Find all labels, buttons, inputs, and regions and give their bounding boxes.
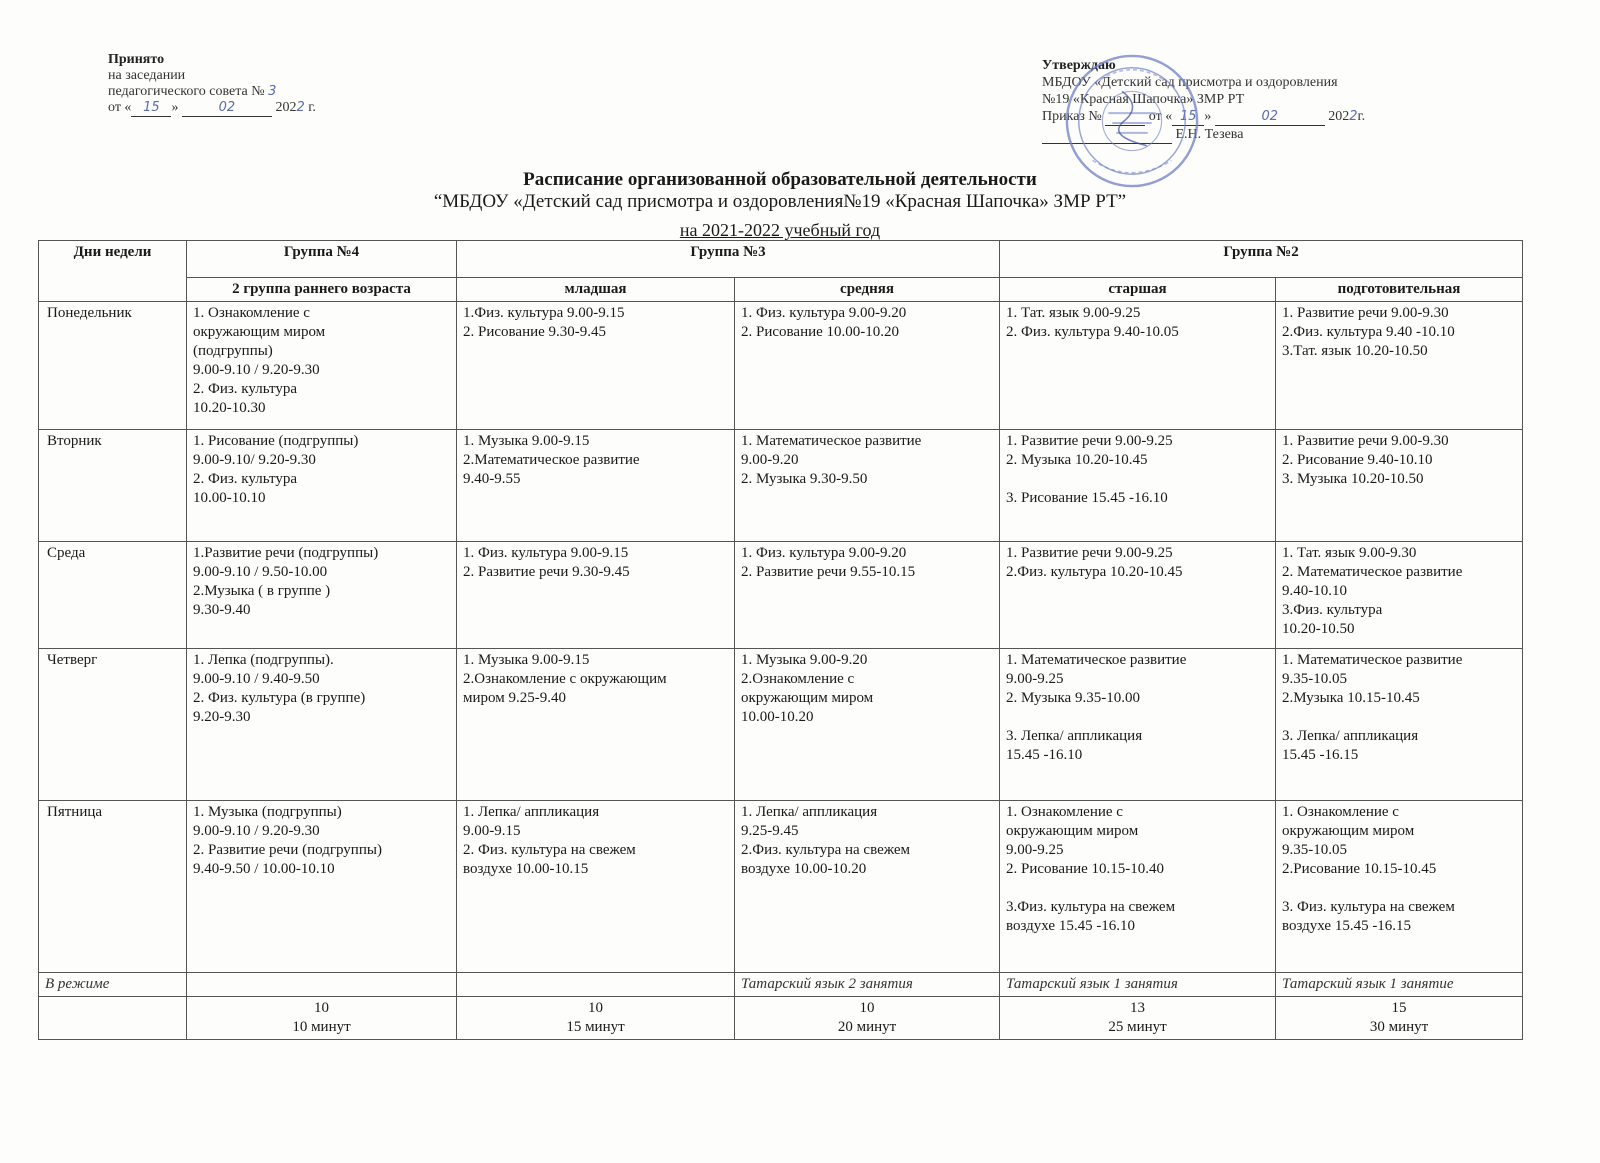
total-count: 13 (1130, 1000, 1146, 1016)
schedule-cell: 1.Развитие речи (подгруппы) 9.00-9.10 / 9.50-10.00 2.Музыка ( в группе ) 9.30-9.40 (187, 542, 457, 649)
table-row-regime (39, 973, 1523, 997)
total-duration: 30 минут (1369, 1019, 1429, 1035)
schedule-cell: 1. Развитие речи 9.00-9.30 2.Физ. культура 9.40 -10.10 3.Тат. язык 10.20-10.50 (1276, 302, 1523, 430)
head-date-prefix: от « (1148, 109, 1173, 124)
group-4-header: Группа №4 (187, 241, 457, 278)
table-row-monday (39, 302, 1523, 430)
schedule-cell: 1. Музыка 9.00-9.20 2.Ознакомление с окружающим миром 10.00-10.20 (735, 649, 1000, 801)
table-row-totals (39, 997, 1523, 1040)
head-year-suffix: г. (1357, 109, 1366, 124)
schedule-table (38, 240, 1523, 1040)
head-name: Е.Н. Тезева (1175, 127, 1244, 142)
council-approval-line1: на заседании (108, 68, 186, 83)
schedule-year-text: на 2021-2022 учебный год (679, 220, 881, 240)
council-date-day: 15 (131, 100, 171, 117)
schedule-cell: 1. Развитие речи 9.00-9.25 2. Музыка 10.20-10.45 3. Рисование 15.45 -16.10 (1000, 430, 1276, 542)
schedule-cell: 1. Физ. культура 9.00-9.15 2. Развитие речи 9.30-9.45 (457, 542, 735, 649)
regime-cell (187, 973, 457, 997)
schedule-cell: 1. Развитие речи 9.00-9.30 2. Рисование 9.40-10.10 3. Музыка 10.20-10.50 (1276, 430, 1523, 542)
council-label: педагогического совета № (108, 84, 265, 99)
group-header-row (39, 241, 1523, 278)
schedule-cell: 1. Лепка (подгруппы). 9.00-9.10 / 9.40-9.50 2. Физ. культура (в группе) 9.20-9.30 (187, 649, 457, 801)
total-cell (1276, 997, 1523, 1040)
days-header: Дни недели (39, 241, 187, 302)
council-approval-date: от « 15 » 02 2022 г. (108, 100, 316, 115)
council-approval-title: Принято (108, 52, 165, 67)
council-year-digit: 2 (296, 100, 305, 115)
schedule-cell: 1. Музыка (подгруппы) 9.00-9.10 / 9.20-9.30 2. Развитие речи (подгруппы) 9.40-9.50 / 10.00-10.10 (187, 801, 457, 973)
schedule-cell: 1. Тат. язык 9.00-9.25 2. Физ. культура 9.40-10.05 (1000, 302, 1276, 430)
total-cell (457, 997, 735, 1040)
table-row-wednesday (39, 542, 1523, 649)
schedule-cell: 1. Ознакомление с окружающим миром 9.00-9.25 2. Рисование 10.15-10.40 3.Физ. культура на свежем воздухе 15.45 -16.10 (1000, 801, 1276, 973)
schedule-cell: 1. Музыка 9.00-9.15 2.Математическое развитие 9.40-9.55 (457, 430, 735, 542)
regime-cell: Татарский язык 2 занятия (735, 973, 1000, 997)
head-approval-org2: №19 «Красная Шапочка» ЗМР РТ (1042, 92, 1245, 107)
total-count: 10 (859, 1000, 875, 1016)
day-label: Понедельник (39, 302, 187, 430)
schedule-year (0, 220, 1560, 241)
schedule-cell: 1. Математическое развитие 9.00-9.25 2. Музыка 9.35-10.00 3. Лепка/ аппликация 15.45 -16.10 (1000, 649, 1276, 801)
table-row-thursday (39, 649, 1523, 801)
schedule-cell: 1. Математическое развитие 9.00-9.20 2. Музыка 9.30-9.50 (735, 430, 1000, 542)
total-count: 10 (588, 1000, 603, 1016)
schedule-cell: 1. Лепка/ аппликация 9.00-9.15 2. Физ. культура на свежем воздухе 10.00-10.15 (457, 801, 735, 973)
regime-cell: Татарский язык 1 занятие (1276, 973, 1523, 997)
regime-cell: Татарский язык 1 занятия (1000, 973, 1276, 997)
regime-label: В режиме (39, 973, 187, 997)
total-count: 15 (1391, 1000, 1407, 1016)
head-date-day: 15 (1172, 108, 1204, 126)
group-2-header: Группа №2 (1000, 241, 1523, 278)
day-label: Пятница (39, 801, 187, 973)
total-cell (1000, 997, 1276, 1040)
total-duration: 10 минут (292, 1019, 351, 1035)
subgroup-preparatory: подготовительная (1276, 278, 1523, 302)
totals-label (39, 997, 187, 1040)
schedule-cell: 1. Лепка/ аппликация 9.25-9.45 2.Физ. культура на свежем воздухе 10.00-10.20 (735, 801, 1000, 973)
day-label: Четверг (39, 649, 187, 801)
regime-cell (457, 973, 735, 997)
schedule-cell: 1. Ознакомление с окружающим миром 9.35-10.05 2.Рисование 10.15-10.45 3. Физ. культура на свежем воздухе 15.45 -16.15 (1276, 801, 1523, 973)
council-protocol-number: 3 (268, 84, 277, 99)
council-year-suffix: г. (308, 100, 316, 115)
schedule-cell: 1. Рисование (подгруппы) 9.00-9.10/ 9.20-9.30 2. Физ. культура 10.00-10.10 (187, 430, 457, 542)
council-date-month: 02 (182, 100, 272, 117)
subgroup-junior: младшая (457, 278, 735, 302)
total-duration: 25 минут (1108, 1019, 1167, 1035)
council-approval-block (108, 52, 316, 117)
head-approval-order: Приказ № от « 15 » 02 2022г. (1042, 109, 1366, 124)
table-row-friday (39, 801, 1523, 973)
head-approval-org1: МБДОУ «Детский сад присмотра и оздоровления (1042, 75, 1338, 90)
schedule-title: Расписание организованной образовательной деятельности (523, 169, 1037, 190)
total-count: 10 (314, 1000, 329, 1016)
subgroup-middle: средняя (735, 278, 1000, 302)
subgroup-senior: старшая (1000, 278, 1276, 302)
day-label: Вторник (39, 430, 187, 542)
total-duration: 20 минут (837, 1019, 897, 1035)
council-date-prefix: от « (108, 100, 132, 115)
total-duration: 15 минут (566, 1019, 625, 1035)
head-date-month: 02 (1215, 108, 1325, 126)
schedule-cell: 1. Развитие речи 9.00-9.25 2.Физ. культура 10.20-10.45 (1000, 542, 1276, 649)
subgroup-header-row (39, 278, 1523, 302)
council-approval-line2 (108, 84, 316, 100)
council-year-prefix: 202 (275, 100, 297, 115)
table-row-tuesday (39, 430, 1523, 542)
total-cell (735, 997, 1000, 1040)
schedule-cell: 1. Тат. язык 9.00-9.30 2. Математическое развитие 9.40-10.10 3.Физ. культура 10.20-10.50 (1276, 542, 1523, 649)
schedule-cell: 1. Музыка 9.00-9.15 2.Ознакомление с окружающим миром 9.25-9.40 (457, 649, 735, 801)
schedule-subtitle: “МБДОУ «Детский сад присмотра и оздоровления№19 «Красная Шапочка» ЗМР РТ” (433, 191, 1127, 212)
day-label: Среда (39, 542, 187, 649)
head-year-prefix: 202 (1328, 109, 1350, 124)
schedule-cell: 1.Физ. культура 9.00-9.15 2. Рисование 9.30-9.45 (457, 302, 735, 430)
head-year-digit: 2 (1349, 109, 1358, 124)
schedule-cell: 1. Математическое развитие 9.35-10.05 2.Музыка 10.15-10.45 3. Лепка/ аппликация 15.45 -16.15 (1276, 649, 1523, 801)
schedule-cell: 1. Ознакомление с окружающим миром (подгруппы) 9.00-9.10 / 9.20-9.30 2. Физ. культура 10.20-10.30 (187, 302, 457, 430)
head-approval-title: Утверждаю (1042, 58, 1116, 73)
schedule-cell: 1. Физ. культура 9.00-9.20 2. Рисование 10.00-10.20 (735, 302, 1000, 430)
order-label: Приказ № (1042, 109, 1102, 124)
subgroup-early: 2 группа раннего возраста (187, 278, 457, 302)
schedule-cell: 1. Физ. культура 9.00-9.20 2. Развитие речи 9.55-10.15 (735, 542, 1000, 649)
total-cell (187, 997, 457, 1040)
group-3-header: Группа №3 (457, 241, 1000, 278)
